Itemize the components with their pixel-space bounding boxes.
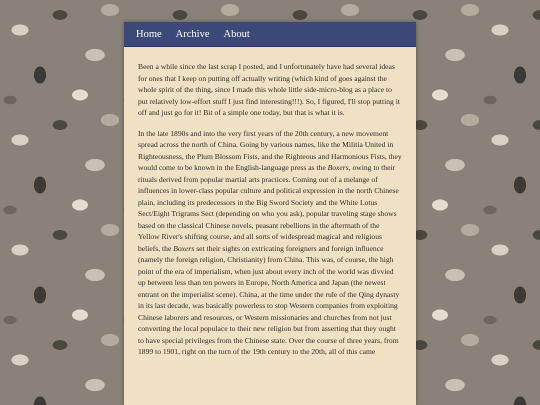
post-paragraph-2-part-a: In the late 1890s and into the very first years of the 20th century, a new movement spread across the north of China. Going by various names, like the Militia United in Righteousness, the Plum Blossom Fists, and the Righteous and Harmonious Fists, they would come to be known in the English-language press as the	[138, 128, 402, 172]
nav-archive-link[interactable]: Archive	[175, 28, 210, 40]
navbar	[124, 22, 416, 47]
post-paragraph-2-part-c: set their sights on extricating foreigners and foreign influence (namely the foreign religion, Christianity) from China. This was, of course, the high point of the era of imperialism, when just about every inch of the world was divvied up between less than ten powers in Europe, North America and Japan (the newest entrant on the imperialist scene). China, at the time under the rule of the Qing dynasty in its last decade, was basically powerless to stop Western companies from exploiting Chinese laborers and resources, or Western missionaries and churches from not just converting the local populace to their new religion but from asserting that they ought to have special privileges from the Chinese state. Over the course of three years, from 1899 to 1901, right on the turn of the 19th century to the 20th, all of this came	[138, 243, 400, 356]
nav-home-link[interactable]: Home	[136, 28, 162, 40]
boxers-emphasis-1: Boxers	[327, 163, 349, 172]
post-paragraph-1: Been a while since the last scrap I posted, and I unfortunately have had several ideas for ones that I keep on putting off actually writing (which kind of goes against the whole spirit of the thing, since I made this whole little side-micro-blog as a place to put relatively low-effort stuff I just find interesting!!!). So, I figured, I'll stop putting it off and just go for it! Bit of a simple one today, but that is what it is.	[138, 62, 400, 117]
post-content	[124, 47, 416, 405]
post-paragraph-2-part-b: , owing to their rituals derived from popular martial arts practices. Coming out of a melange of influences in lower-class popular culture and political expression in the north Chinese plain, including its predecessors in the Big Sword Society and the White Lotus Sect/Eight Trigrams Sect (depending on who you ask), popular traveling stage shows based on the classical Chinese novels, peasant rebellions in the aftermath of the Yellow River's shifting course, and all sorts of widespread magical and religious beliefs, the	[138, 163, 399, 253]
boxers-emphasis-2: Boxers	[173, 243, 195, 253]
post-paragraph-2	[138, 128, 402, 358]
nav-about-link[interactable]: About	[223, 28, 250, 40]
main-column	[124, 22, 416, 405]
